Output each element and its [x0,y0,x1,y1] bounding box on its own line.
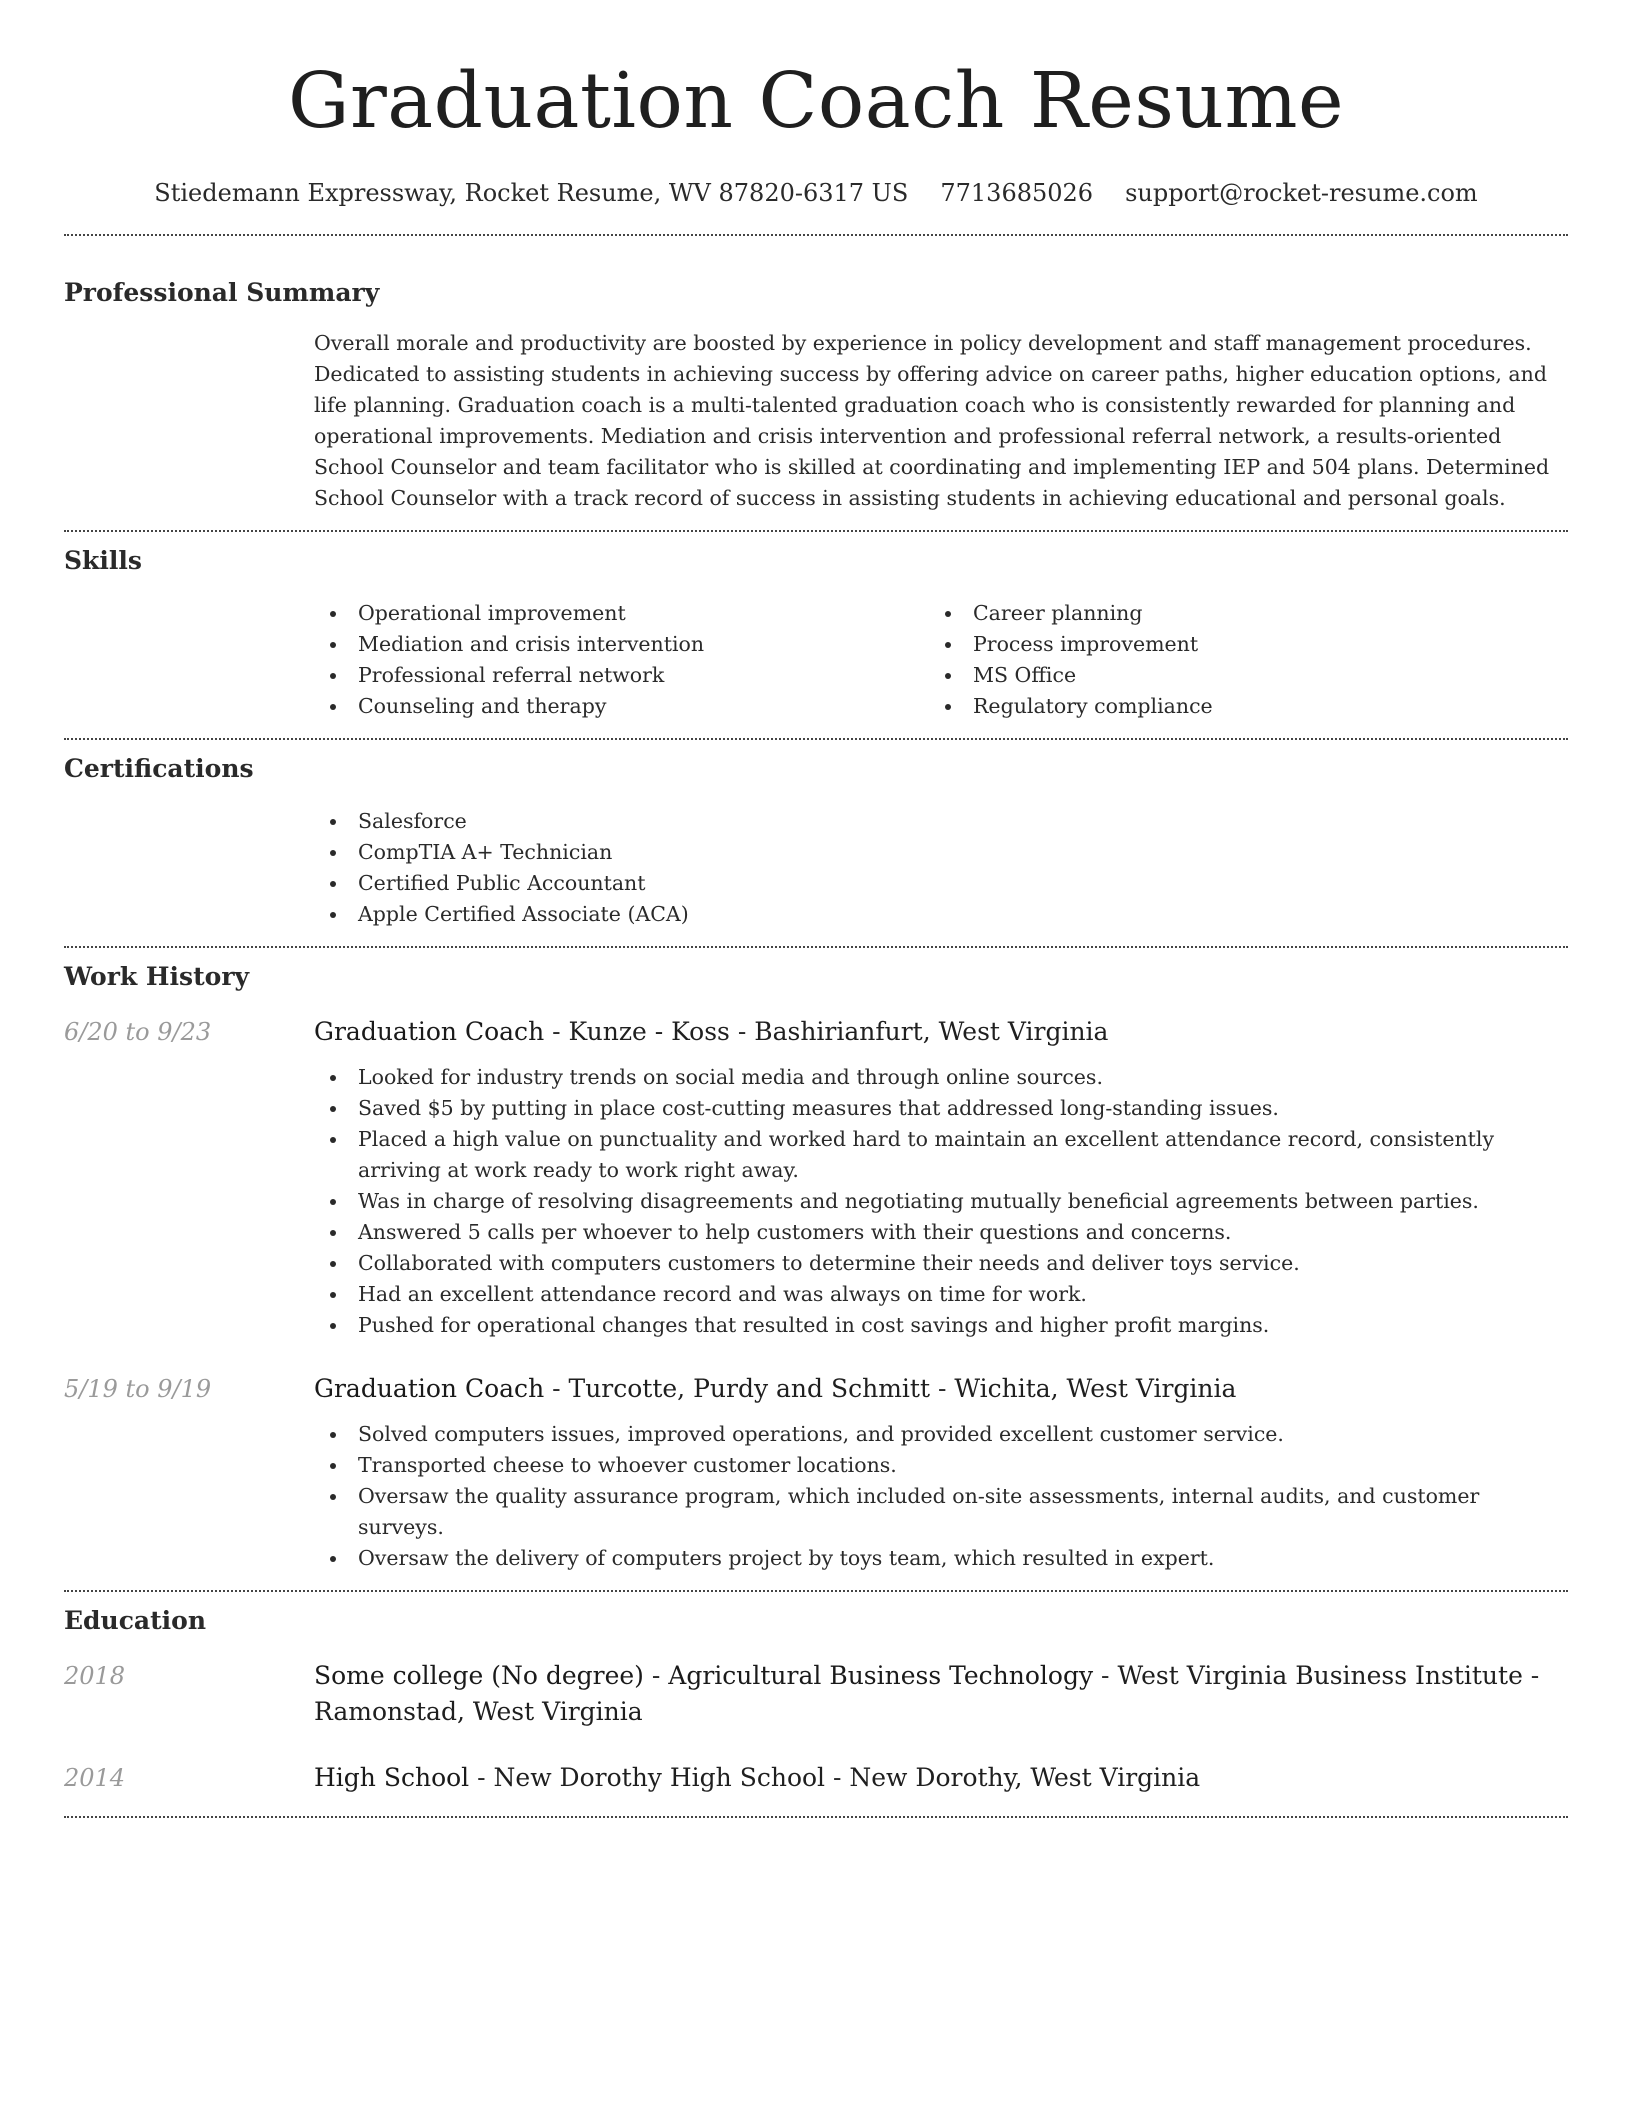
summary-section [64,276,1568,514]
divider [64,234,1568,236]
list-item: Salesforce [314,806,1568,837]
list-item: Oversaw the quality assurance program, which included on-site assessments, internal audits, and customer surveys. [314,1481,1568,1543]
section-heading-certifications: Certifications [64,754,254,783]
job-dates: 5/19 to 9/19 [64,1375,212,1403]
divider [64,530,1568,532]
list-item: Transported cheese to whoever customer locations. [314,1450,1568,1481]
list-item: Had an excellent attendance record and was always on time for work. [314,1279,1568,1310]
education-degree: Some college (No degree) [314,1661,644,1690]
job-dates: 6/20 to 9/23 [64,1018,212,1046]
list-item: Regulatory compliance [929,691,1544,722]
section-heading-education: Education [64,1606,207,1635]
list-item: Saved $5 by putting in place cost-cutting measures that addressed long-standing issues. [314,1093,1568,1124]
list-item: Counseling and therapy [314,691,929,722]
section-heading-skills: Skills [64,546,142,575]
job-company: Kunze - Koss [568,1017,730,1046]
list-item: Process improvement [929,629,1544,660]
contact-line [64,176,1568,210]
skills-section [64,544,1568,722]
education-entry [64,1658,1568,1730]
list-item: Was in charge of resolving disagreements and negotiating mutually beneficial agreements between parties. [314,1186,1568,1217]
job-location: Wichita, West Virginia [954,1374,1237,1403]
education-year: 2014 [64,1764,126,1792]
divider [64,738,1568,740]
job-role: Graduation Coach [314,1374,545,1403]
resume-page [64,0,1568,1818]
list-item: Looked for industry trends on social media and through online sources. [314,1062,1568,1093]
contact-email: support@rocket-resume.com [1125,179,1478,207]
job-entry [64,1371,1568,1574]
skills-list-right [929,598,1544,722]
job-bullets [314,1419,1568,1574]
education-details: High School - New Dorothy High School - New Dorothy, West Virginia [314,1763,1201,1792]
list-item: Pushed for operational changes that resulted in cost savings and higher profit margins. [314,1310,1568,1341]
certifications-section [64,752,1568,930]
skills-grid [314,598,1568,722]
education-school: New Dorothy High School [493,1763,826,1792]
section-heading-summary: Professional Summary [64,278,380,307]
list-item: CompTIA A+ Technician [314,837,1568,868]
list-item: Collaborated with computers customers to determine their needs and deliver toys service. [314,1248,1568,1279]
list-item: Professional referral network [314,660,929,691]
certifications-list [314,806,1568,930]
list-item: Certified Public Accountant [314,868,1568,899]
education-year: 2018 [64,1662,126,1690]
list-item: Answered 5 calls per whoever to help customers with their questions and concerns. [314,1217,1568,1248]
contact-address: Stiedemann Expressway, Rocket Resume, WV 87820-6317 US [154,179,909,207]
list-item: Apple Certified Associate (ACA) [314,899,1568,930]
list-item: Operational improvement [314,598,929,629]
education-location: New Dorothy, West Virginia [849,1763,1201,1792]
job-location: Bashirianfurt, West Virginia [754,1017,1109,1046]
job-title-line: Graduation Coach - Kunze - Koss - Bashirianfurt, West Virginia [314,1017,1109,1046]
list-item: Solved computers issues, improved operations, and provided excellent customer service. [314,1419,1568,1450]
job-bullets [314,1062,1568,1341]
skills-list-left [314,598,929,722]
list-item: Career planning [929,598,1544,629]
contact-phone: 7713685026 [940,179,1094,207]
list-item: Oversaw the delivery of computers project by toys team, which resulted in expert. [314,1543,1568,1574]
job-company: Turcotte, Purdy and Schmitt [568,1374,931,1403]
job-role: Graduation Coach [314,1017,545,1046]
education-details: Some college (No degree) - Agricultural Business Technology - West Virginia Business Institute - Ramonstad, West Virginia [314,1661,1540,1726]
education-degree: High School [314,1763,470,1792]
list-item: Mediation and crisis intervention [314,629,929,660]
job-title-line: Graduation Coach - Turcotte, Purdy and Schmitt - Wichita, West Virginia [314,1374,1237,1403]
divider [64,946,1568,948]
education-entry [64,1760,1568,1796]
job-entry [64,1014,1568,1341]
list-item: Placed a high value on punctuality and worked hard to maintain an excellent attendance record, consistently arriving at work ready to work right away. [314,1124,1568,1186]
page-title: Graduation Coach Resume [287,57,1345,146]
job-details [314,1014,1568,1341]
section-heading-work: Work History [64,962,250,991]
education-location: Ramonstad, West Virginia [314,1697,643,1726]
summary-text: Overall morale and productivity are boosted by experience in policy development and staff management procedures. Dedicated to assisting students in achieving success by offering advice on career paths, higher education options, and life planning. Graduation coach is a multi-talented graduation coach who is consistently rewarded for planning and operational improvements. Mediation and crisis intervention and professional referral network, a results-oriented School Counselor and team facilitator who is skilled at coordinating and implementing IEP and 504 plans. Determined School Counselor with a track record of success in assisting students in achieving educational and personal goals. [314,331,1550,510]
divider [64,1816,1568,1818]
education-field: Agricultural Business Technology [668,1661,1094,1690]
list-item: MS Office [929,660,1544,691]
divider [64,1590,1568,1592]
education-school: West Virginia Business Institute [1117,1661,1523,1690]
job-details [314,1371,1568,1574]
work-history-section [64,960,1568,1574]
education-section [64,1604,1568,1796]
